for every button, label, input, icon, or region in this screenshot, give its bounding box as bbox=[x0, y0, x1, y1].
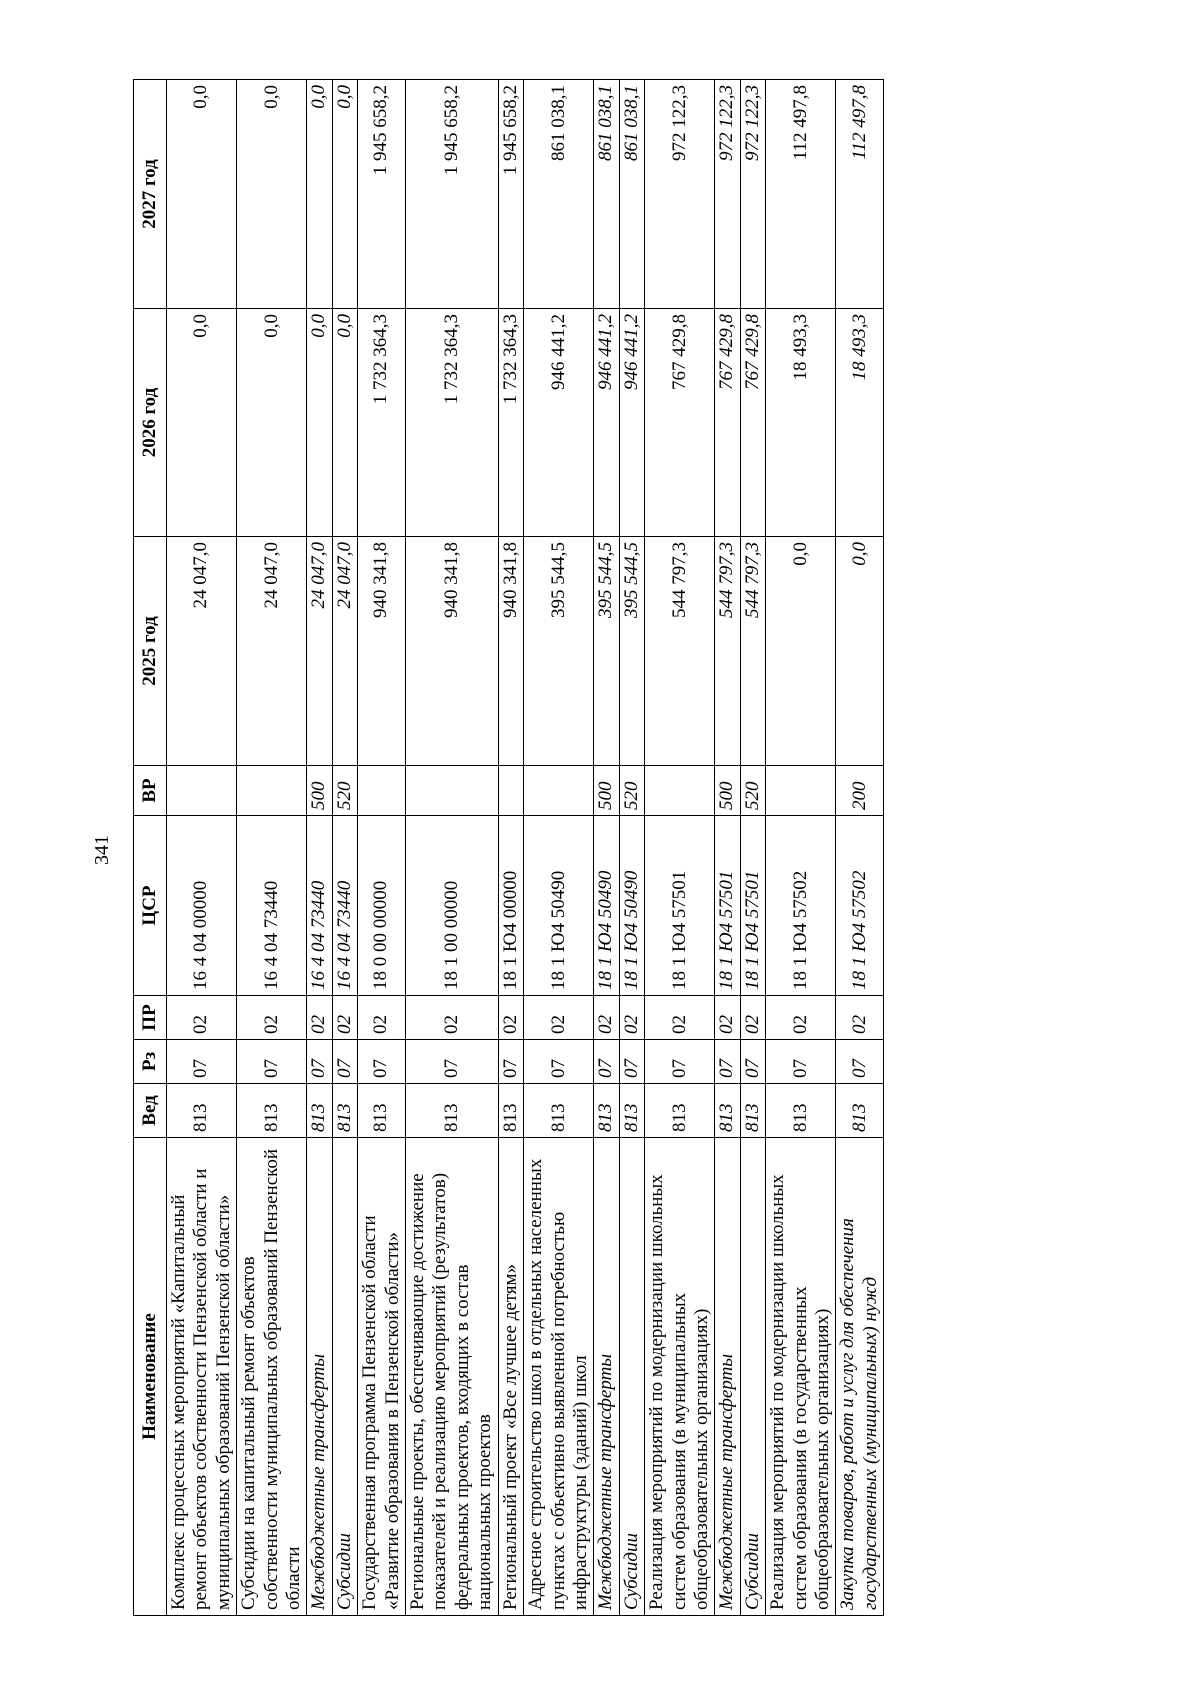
table-row bbox=[498, 80, 523, 1616]
cell-2027: 0,0 bbox=[307, 80, 332, 309]
cell-rz: 07 bbox=[332, 1040, 357, 1084]
cell-name: Субсидии на капитальный ремонт объектов собственности муниципальных образований Пензенской области bbox=[237, 1138, 307, 1616]
cell-rz: 07 bbox=[836, 1040, 884, 1084]
cell-2025: 544 797,3 bbox=[740, 537, 765, 766]
cell-rz: 07 bbox=[740, 1040, 765, 1084]
cell-csr: 18 1 Ю4 57501 bbox=[645, 816, 715, 996]
cell-name: Субсидии bbox=[740, 1138, 765, 1616]
cell-name: Государственная программа Пензенской области «Развитие образования в Пензенской области» bbox=[358, 1138, 406, 1616]
table-row bbox=[237, 80, 307, 1616]
table-row bbox=[307, 80, 332, 1616]
cell-2025: 0,0 bbox=[836, 537, 884, 766]
cell-pr: 02 bbox=[619, 996, 644, 1040]
cell-vr: 520 bbox=[619, 766, 644, 816]
header-2025: 2025 год bbox=[134, 537, 167, 766]
cell-rz: 07 bbox=[307, 1040, 332, 1084]
cell-ved: 813 bbox=[766, 1084, 836, 1138]
cell-rz: 07 bbox=[237, 1040, 307, 1084]
cell-vr bbox=[524, 766, 594, 816]
cell-csr: 18 1 Ю4 57502 bbox=[836, 816, 884, 996]
cell-vr bbox=[358, 766, 406, 816]
header-vr: ВР bbox=[134, 766, 167, 816]
cell-ved: 813 bbox=[740, 1084, 765, 1138]
cell-name: Комплекс процессных мероприятий «Капитальный ремонт объектов собственности Пензенской области и муниципальных образований Пензенской области» bbox=[167, 1138, 237, 1616]
cell-2026: 767 429,8 bbox=[740, 309, 765, 537]
cell-pr: 02 bbox=[740, 996, 765, 1040]
cell-vr: 500 bbox=[307, 766, 332, 816]
table-body bbox=[167, 80, 884, 1616]
cell-csr: 16 4 04 73440 bbox=[332, 816, 357, 996]
table-row bbox=[740, 80, 765, 1616]
cell-2025: 24 047,0 bbox=[307, 537, 332, 766]
table-row bbox=[619, 80, 644, 1616]
cell-2027: 861 038,1 bbox=[594, 80, 619, 309]
cell-2025: 0,0 bbox=[766, 537, 836, 766]
cell-ved: 813 bbox=[645, 1084, 715, 1138]
cell-name: Реализация мероприятий по модернизации школьных систем образования (в государственных общеобразовательных организациях) bbox=[766, 1138, 836, 1616]
cell-pr: 02 bbox=[766, 996, 836, 1040]
cell-vr: 520 bbox=[740, 766, 765, 816]
table-row bbox=[715, 80, 740, 1616]
cell-2026: 1 732 364,3 bbox=[498, 309, 523, 537]
cell-2026: 18 493,3 bbox=[766, 309, 836, 537]
table-row bbox=[167, 80, 237, 1616]
cell-2025: 395 544,5 bbox=[619, 537, 644, 766]
cell-ved: 813 bbox=[358, 1084, 406, 1138]
cell-vr bbox=[237, 766, 307, 816]
header-csr: ЦСР bbox=[134, 816, 167, 996]
cell-pr: 02 bbox=[524, 996, 594, 1040]
cell-name: Межбюджетные трансферты bbox=[715, 1138, 740, 1616]
cell-vr: 500 bbox=[715, 766, 740, 816]
cell-ved: 813 bbox=[524, 1084, 594, 1138]
cell-2026: 0,0 bbox=[167, 309, 237, 537]
cell-2026: 946 441,2 bbox=[619, 309, 644, 537]
cell-pr: 02 bbox=[307, 996, 332, 1040]
cell-ved: 813 bbox=[836, 1084, 884, 1138]
cell-2027: 0,0 bbox=[332, 80, 357, 309]
cell-vr: 500 bbox=[594, 766, 619, 816]
cell-csr: 16 4 04 73440 bbox=[237, 816, 307, 996]
cell-ved: 813 bbox=[307, 1084, 332, 1138]
cell-pr: 02 bbox=[406, 996, 499, 1040]
cell-2027: 0,0 bbox=[167, 80, 237, 309]
cell-csr: 18 0 00 00000 bbox=[358, 816, 406, 996]
cell-2027: 972 122,3 bbox=[645, 80, 715, 309]
cell-2027: 861 038,1 bbox=[619, 80, 644, 309]
cell-pr: 02 bbox=[498, 996, 523, 1040]
cell-rz: 07 bbox=[524, 1040, 594, 1084]
cell-2025: 940 341,8 bbox=[358, 537, 406, 766]
cell-pr: 02 bbox=[332, 996, 357, 1040]
header-row bbox=[134, 80, 167, 1616]
table-row bbox=[524, 80, 594, 1616]
cell-rz: 07 bbox=[619, 1040, 644, 1084]
table-row bbox=[645, 80, 715, 1616]
table-row bbox=[594, 80, 619, 1616]
cell-ved: 813 bbox=[237, 1084, 307, 1138]
cell-name: Адресное строительство школ в отдельных населенных пунктах с объективно выявленной потребностью инфраструктуры (зданий) школ bbox=[524, 1138, 594, 1616]
cell-name: Субсидии bbox=[619, 1138, 644, 1616]
cell-rz: 07 bbox=[167, 1040, 237, 1084]
cell-ved: 813 bbox=[594, 1084, 619, 1138]
cell-rz: 07 bbox=[645, 1040, 715, 1084]
cell-2026: 0,0 bbox=[307, 309, 332, 537]
budget-table bbox=[133, 79, 884, 1616]
cell-2026: 18 493,3 bbox=[836, 309, 884, 537]
cell-csr: 18 1 Ю4 50490 bbox=[619, 816, 644, 996]
cell-vr bbox=[766, 766, 836, 816]
cell-name: Межбюджетные трансферты bbox=[594, 1138, 619, 1616]
cell-rz: 07 bbox=[358, 1040, 406, 1084]
cell-2027: 1 945 658,2 bbox=[498, 80, 523, 309]
cell-2025: 24 047,0 bbox=[167, 537, 237, 766]
header-pr: ПР bbox=[134, 996, 167, 1040]
cell-ved: 813 bbox=[406, 1084, 499, 1138]
cell-2025: 395 544,5 bbox=[524, 537, 594, 766]
header-ved: Вед bbox=[134, 1084, 167, 1138]
cell-2027: 112 497,8 bbox=[836, 80, 884, 309]
cell-pr: 02 bbox=[237, 996, 307, 1040]
cell-2027: 861 038,1 bbox=[524, 80, 594, 309]
cell-name: Межбюджетные трансферты bbox=[307, 1138, 332, 1616]
cell-2026: 767 429,8 bbox=[715, 309, 740, 537]
cell-2026: 1 732 364,3 bbox=[406, 309, 499, 537]
cell-2025: 544 797,3 bbox=[645, 537, 715, 766]
cell-2025: 24 047,0 bbox=[332, 537, 357, 766]
cell-name: Субсидии bbox=[332, 1138, 357, 1616]
cell-csr: 18 1 Ю4 57502 bbox=[766, 816, 836, 996]
cell-pr: 02 bbox=[645, 996, 715, 1040]
cell-name: Реализация мероприятий по модернизации школьных систем образования (в муниципальных общеобразовательных организациях) bbox=[645, 1138, 715, 1616]
cell-ved: 813 bbox=[167, 1084, 237, 1138]
table-row bbox=[766, 80, 836, 1616]
cell-name: Закупка товаров, работ и услуг для обеспечения государственных (муниципальных) нужд bbox=[836, 1138, 884, 1616]
cell-rz: 07 bbox=[715, 1040, 740, 1084]
cell-rz: 07 bbox=[766, 1040, 836, 1084]
rotated-table-container bbox=[133, 80, 1033, 1616]
cell-pr: 02 bbox=[358, 996, 406, 1040]
page-number: 341 bbox=[91, 835, 113, 865]
cell-rz: 07 bbox=[594, 1040, 619, 1084]
cell-rz: 07 bbox=[406, 1040, 499, 1084]
header-2026: 2026 год bbox=[134, 309, 167, 537]
table-row bbox=[836, 80, 884, 1616]
cell-2025: 395 544,5 bbox=[594, 537, 619, 766]
cell-2026: 946 441,2 bbox=[524, 309, 594, 537]
cell-vr bbox=[645, 766, 715, 816]
cell-2026: 767 429,8 bbox=[645, 309, 715, 537]
table-row bbox=[406, 80, 499, 1616]
cell-csr: 18 1 Ю4 50490 bbox=[594, 816, 619, 996]
cell-csr: 18 1 Ю4 57501 bbox=[715, 816, 740, 996]
cell-2026: 0,0 bbox=[237, 309, 307, 537]
cell-2026: 946 441,2 bbox=[594, 309, 619, 537]
cell-pr: 02 bbox=[167, 996, 237, 1040]
cell-2025: 940 341,8 bbox=[498, 537, 523, 766]
cell-2027: 972 122,3 bbox=[715, 80, 740, 309]
cell-2025: 940 341,8 bbox=[406, 537, 499, 766]
header-rz: Рз bbox=[134, 1040, 167, 1084]
cell-ved: 813 bbox=[619, 1084, 644, 1138]
cell-vr bbox=[406, 766, 499, 816]
cell-vr: 200 bbox=[836, 766, 884, 816]
table-row bbox=[358, 80, 406, 1616]
cell-2025: 544 797,3 bbox=[715, 537, 740, 766]
cell-csr: 18 1 Ю4 00000 bbox=[498, 816, 523, 996]
cell-2026: 1 732 364,3 bbox=[358, 309, 406, 537]
cell-2027: 1 945 658,2 bbox=[406, 80, 499, 309]
cell-csr: 18 1 00 00000 bbox=[406, 816, 499, 996]
cell-2027: 1 945 658,2 bbox=[358, 80, 406, 309]
cell-pr: 02 bbox=[594, 996, 619, 1040]
cell-vr: 520 bbox=[332, 766, 357, 816]
cell-pr: 02 bbox=[715, 996, 740, 1040]
cell-vr bbox=[498, 766, 523, 816]
cell-2027: 112 497,8 bbox=[766, 80, 836, 309]
cell-ved: 813 bbox=[498, 1084, 523, 1138]
cell-2027: 972 122,3 bbox=[740, 80, 765, 309]
cell-rz: 07 bbox=[498, 1040, 523, 1084]
cell-name: Региональные проекты, обеспечивающие достижение показателей и реализацию мероприятий (результатов) федеральных проектов, входящих в состав национальных проектов bbox=[406, 1138, 499, 1616]
cell-2026: 0,0 bbox=[332, 309, 357, 537]
cell-pr: 02 bbox=[836, 996, 884, 1040]
cell-ved: 813 bbox=[332, 1084, 357, 1138]
cell-ved: 813 bbox=[715, 1084, 740, 1138]
cell-csr: 16 4 04 00000 bbox=[167, 816, 237, 996]
cell-csr: 18 1 Ю4 57501 bbox=[740, 816, 765, 996]
table-row bbox=[332, 80, 357, 1616]
cell-csr: 16 4 04 73440 bbox=[307, 816, 332, 996]
cell-name: Региональный проект «Все лучшее детям» bbox=[498, 1138, 523, 1616]
header-name: Наименование bbox=[134, 1138, 167, 1616]
header-2027: 2027 год bbox=[134, 80, 167, 309]
cell-2025: 24 047,0 bbox=[237, 537, 307, 766]
cell-2027: 0,0 bbox=[237, 80, 307, 309]
cell-vr bbox=[167, 766, 237, 816]
cell-csr: 18 1 Ю4 50490 bbox=[524, 816, 594, 996]
